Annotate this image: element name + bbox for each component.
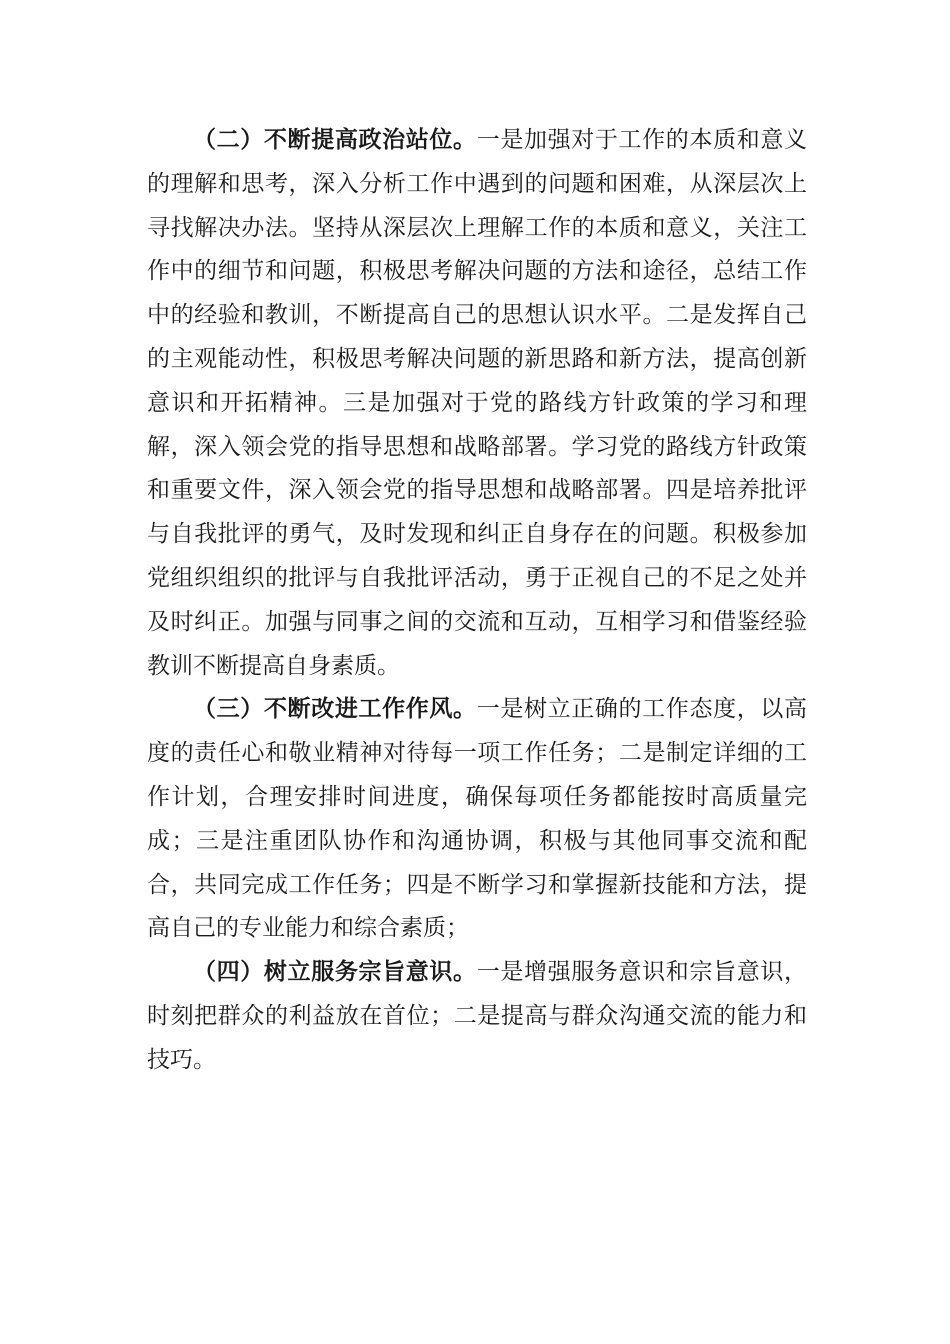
paragraph-text: 一是增强服务意识和宗旨意识，时刻把群众的利益放在首位；二是提高与群众沟通交流的能力和技巧。 <box>147 959 808 1073</box>
paragraph-service-awareness <box>147 951 807 1082</box>
document-body <box>147 119 807 1083</box>
paragraph-text: 一是加强对于工作的本质和意义的理解和思考，深入分析工作中遇到的问题和困难，从深层次上寻找解决办法。坚持从深层次上理解工作的本质和意义，关注工作中的细节和问题，积极思考解决问题的方法和途径，总结工作中的经验和教训，不断提高自己的思想认识水平。二是发挥自己的主观能动性，积极思考解决问题的新思路和新方法，提高创新意识和开拓精神。三是加强对于党的路线方针政策的学习和理解，深入领会党的指导思想和战略部署。学习党的路线方针政策和重要文件，深入领会党的指导思想和战略部署。四是培养批评与自我批评的勇气，及时发现和纠正自身存在的问题。积极参加党组织组织的批评与自我批评活动，勇于正视自己的不足之处并及时纠正。加强与同事之间的交流和互动，互相学习和借鉴经验教训不断提高自身素质。 <box>147 127 808 679</box>
section-heading: （四）树立服务宗旨意识。 <box>193 959 477 986</box>
section-heading: （三）不断改进工作作风。 <box>193 696 477 723</box>
paragraph-political-stance <box>147 119 807 688</box>
paragraph-text: 一是树立正确的工作态度，以高度的责任心和敬业精神对待每一项工作任务；二是制定详细的工作计划，合理安排时间进度，确保每项任务都能按时高质量完成；三是注重团队协作和沟通协调，积极与其他同事交流和配合，共同完成工作任务；四是不断学习和掌握新技能和方法，提高自己的专业能力和综合素质； <box>147 696 808 942</box>
paragraph-work-style <box>147 688 807 951</box>
section-heading: （二）不断提高政治站位。 <box>193 127 477 153</box>
